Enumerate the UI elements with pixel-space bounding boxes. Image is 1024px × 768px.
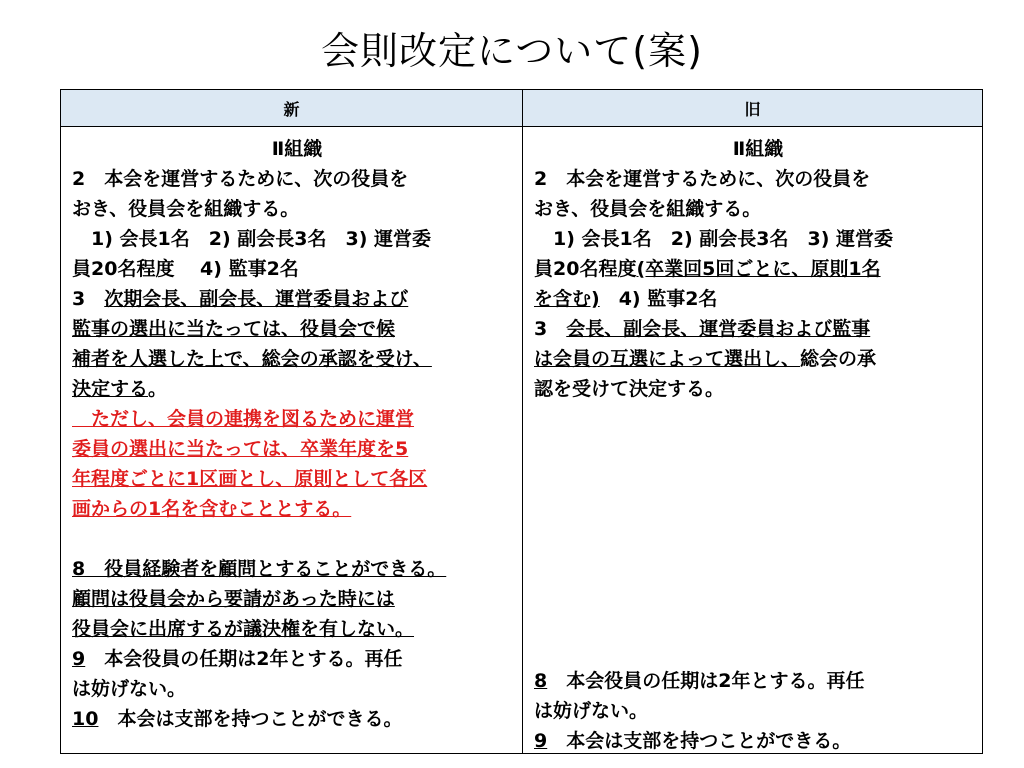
old-officers-auditor: 4) 監事2名 bbox=[599, 288, 718, 310]
new-section-heading: Ⅱ組織 bbox=[271, 138, 323, 160]
new-article-3-text-1: 次期会長、副会長、運営委員および bbox=[104, 288, 409, 310]
new-article-3-line-2: 監事の選出に当たっては、役員会で候 bbox=[72, 318, 396, 340]
table-body-row bbox=[61, 127, 983, 754]
new-article-3-text-4: 決定する bbox=[72, 378, 149, 400]
new-article-3-number: 3 bbox=[72, 288, 105, 310]
old-article-3-text-2: は会員の互選によって選出し、 bbox=[534, 348, 801, 370]
old-article-3-text-2-end: 総会の承 bbox=[800, 348, 877, 370]
old-article-3-text-1: 会長、副会長、運営委員および監事 bbox=[566, 318, 871, 340]
new-article-8-line-2: 顧問は役員会から要請があった時には bbox=[72, 588, 395, 610]
comparison-table bbox=[60, 89, 983, 754]
new-blank-line bbox=[72, 524, 522, 554]
new-officers-line-2: 員20名程度 4) 監事2名 bbox=[72, 258, 299, 280]
new-article-9-line-1 bbox=[72, 644, 522, 674]
new-article-8-line-1: 8 役員経験者を顧問とすることができる。 bbox=[72, 558, 447, 580]
new-article-10-line bbox=[72, 704, 522, 734]
new-article-10-number: 10 bbox=[72, 708, 99, 730]
new-article-9-line-2: は妨げない。 bbox=[72, 678, 187, 700]
old-column-text bbox=[523, 127, 982, 760]
new-article-3-period: 。 bbox=[148, 378, 168, 400]
header-old: 旧 bbox=[523, 90, 983, 127]
old-article-3-line-3: 認を受けて決定する。 bbox=[534, 378, 725, 400]
old-column-cell bbox=[523, 127, 983, 754]
new-article-8-line-3: 役員会に出席するが議決権を有しない。 bbox=[72, 618, 415, 640]
old-officers-line-3 bbox=[534, 284, 982, 314]
old-officers-text-2: 員20名程度 bbox=[534, 258, 637, 280]
old-article-9-number: 9 bbox=[534, 730, 548, 752]
old-article-9-line bbox=[534, 726, 864, 756]
new-proviso-line-3: 年程度ごとに1区画とし、原則として各区 bbox=[72, 468, 428, 490]
new-column-text bbox=[61, 127, 522, 760]
old-officers-line-1: 1) 会長1名 2) 副会長3名 3) 運営委 bbox=[534, 228, 893, 250]
new-proviso-line-4: 画からの1名を含むこととする。 bbox=[72, 498, 352, 520]
new-article-9-number: 9 bbox=[72, 648, 86, 670]
old-article-8-text: 本会役員の任期は2年とする。再任 bbox=[547, 670, 865, 692]
new-article-2-line-1: 2 本会を運営するために、次の役員を bbox=[72, 168, 409, 190]
new-proviso-line-2: 委員の選出に当たっては、卒業年度を5 bbox=[72, 438, 409, 460]
new-article-3-line-3: 補者を人選した上で、総会の承認を受け、 bbox=[72, 348, 432, 370]
new-article-10-text: 本会は支部を持つことができる。 bbox=[98, 708, 403, 730]
new-article-9-text: 本会役員の任期は2年とする。再任 bbox=[85, 648, 403, 670]
old-article-9-text: 本会は支部を持つことができる。 bbox=[547, 730, 852, 752]
new-officers-line-1: 1) 会長1名 2) 副会長3名 3) 運営委 bbox=[72, 228, 431, 250]
old-article-3-line-1 bbox=[534, 314, 982, 344]
table-header-row bbox=[61, 90, 983, 127]
new-column-cell bbox=[61, 127, 523, 754]
old-officers-line-2 bbox=[534, 254, 982, 284]
old-article-2-line-1: 2 本会を運営するために、次の役員を bbox=[534, 168, 871, 190]
old-officers-note-1: (卒業回5回ごとに、原則1名 bbox=[636, 258, 881, 280]
old-article-3-line-2 bbox=[534, 344, 982, 374]
header-new: 新 bbox=[61, 90, 523, 127]
old-article-3-number: 3 bbox=[534, 318, 567, 340]
old-article-8-line-1 bbox=[534, 666, 864, 696]
slide-title: 会則改定について(案) bbox=[321, 29, 703, 73]
old-article-8-number: 8 bbox=[534, 670, 548, 692]
old-article-8-line-2: は妨げない。 bbox=[534, 700, 649, 722]
old-section-heading: Ⅱ組織 bbox=[732, 138, 784, 160]
old-bottom-block bbox=[534, 666, 864, 756]
old-article-2-line-2: おき、役員会を組織する。 bbox=[534, 198, 762, 220]
new-article-3-line-4 bbox=[72, 374, 522, 404]
new-article-2-line-2: おき、役員会を組織する。 bbox=[72, 198, 300, 220]
new-proviso-line-1: ただし、会員の連携を図るために運営 bbox=[72, 408, 415, 430]
old-officers-note-2: を含む) bbox=[534, 288, 600, 310]
new-article-3-line-1 bbox=[72, 284, 522, 314]
